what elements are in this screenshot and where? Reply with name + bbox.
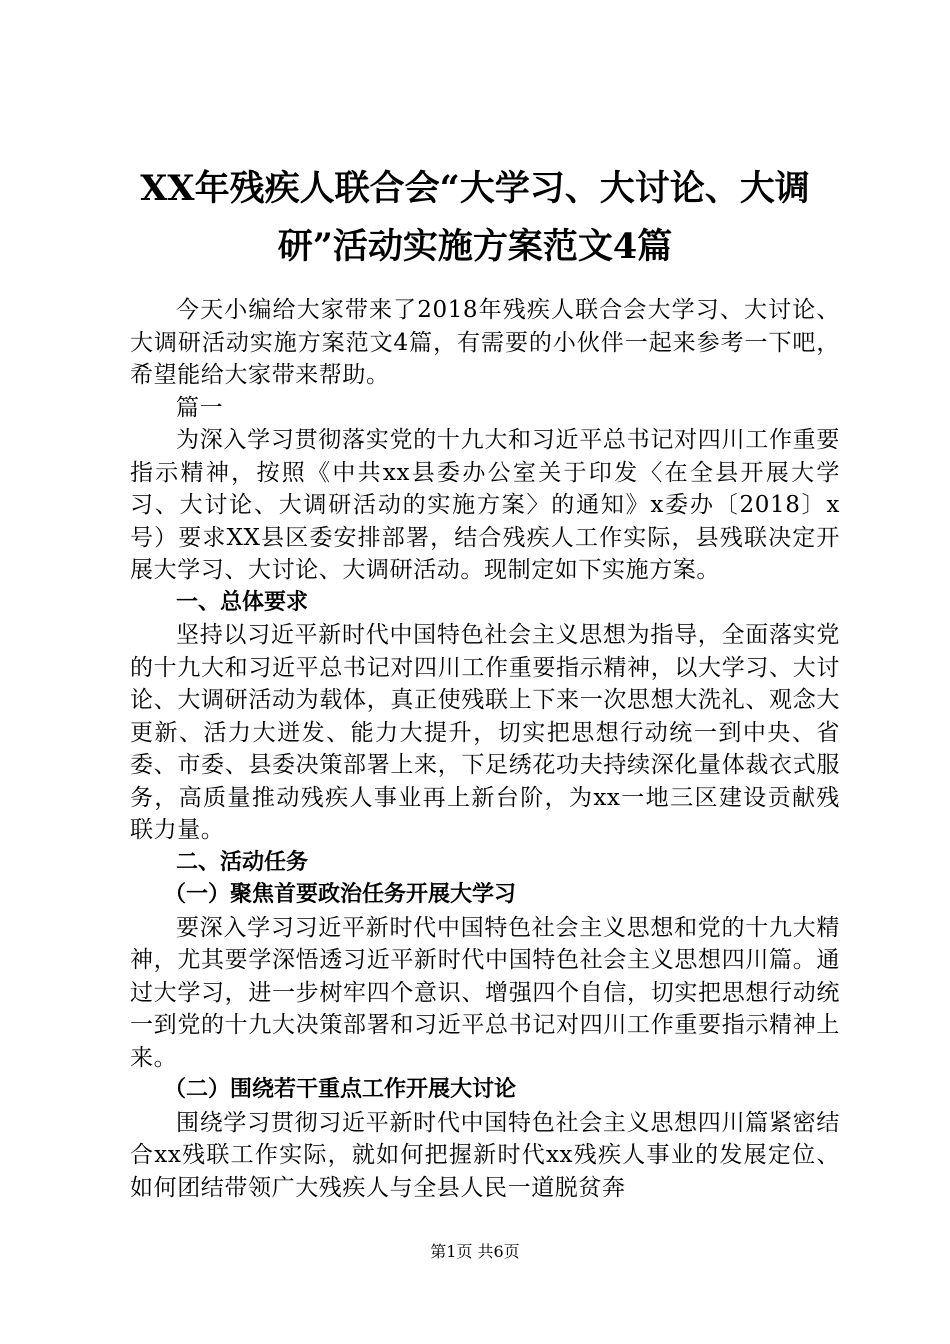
section-heading-2: 二、活动任务 bbox=[176, 849, 309, 875]
subsection-heading-2: （二）围绕若干重点工作开展大讨论 bbox=[164, 1077, 517, 1102]
paragraph-4: 围绕学习贯彻习近平新时代中国特色社会主义思想四川篇紧密结合xx残联工作实际，就如何把握新时代xx残疾人事业的发展定位、如何团结带领广大残疾人与全县人民一道脱贫奔 bbox=[130, 1109, 840, 1201]
intro-paragraph: 今天小编给大家带来了2018年残疾人联合会大学习、大讨论、大调研活动实施方案范文4篇，有需要的小伙伴一起来参考一下吧，希望能给大家带来帮助。 bbox=[130, 297, 840, 388]
section-heading-1: 一、总体要求 bbox=[176, 589, 309, 615]
title-line-1: XX年残疾人联合会“大学习、大讨论、大调 bbox=[140, 168, 810, 209]
document-body bbox=[130, 294, 840, 1204]
paragraph-1: 为深入学习贯彻落实党的十九大和习近平总书记对四川工作重要指示精神，按照《中共xx县委办公室关于印发〈在全县开展大学习、大讨论、大调研活动的实施方案〉的通知》x委办〔2018〕x号）要求XX县区委安排部署，结合残疾人工作实际，县残联决定开展大学习、大讨论、大调研活动。现制定如下实施方案。 bbox=[130, 427, 840, 583]
page-footer: 第1页 共6页 bbox=[430, 1242, 520, 1261]
subsection-heading-1: （一）聚焦首要政治任务开展大学习 bbox=[164, 882, 517, 907]
document-title bbox=[100, 160, 850, 276]
title-line-2: 研”活动实施方案范文4篇 bbox=[277, 226, 673, 267]
paragraph-2: 坚持以习近平新时代中国特色社会主义思想为指导，全面落实党的十九大和习近平总书记对四川工作重要指示精神，以大学习、大讨论、大调研活动为载体，真正使残联上下来一次思想大洗礼、观念大更新、活力大迸发、能力大提升，切实把思想行动统一到中央、省委、市委、县委决策部署上来，下足绣花功夫持续深化量体裁衣式服务，高质量推动残疾人事业再上新台阶，为xx一地三区建设贡献残联力量。 bbox=[130, 622, 840, 843]
part-label: 篇一 bbox=[176, 394, 224, 421]
paragraph-3: 要深入学习习近平新时代中国特色社会主义思想和党的十九大精神，尤其要学深悟透习近平新时代中国特色社会主义思想四川篇。通过大学习，进一步树牢四个意识、增强四个自信，切实把思想行动统一到党的十九大决策部署和习近平总书记对四川工作重要指示精神上来。 bbox=[130, 914, 840, 1071]
